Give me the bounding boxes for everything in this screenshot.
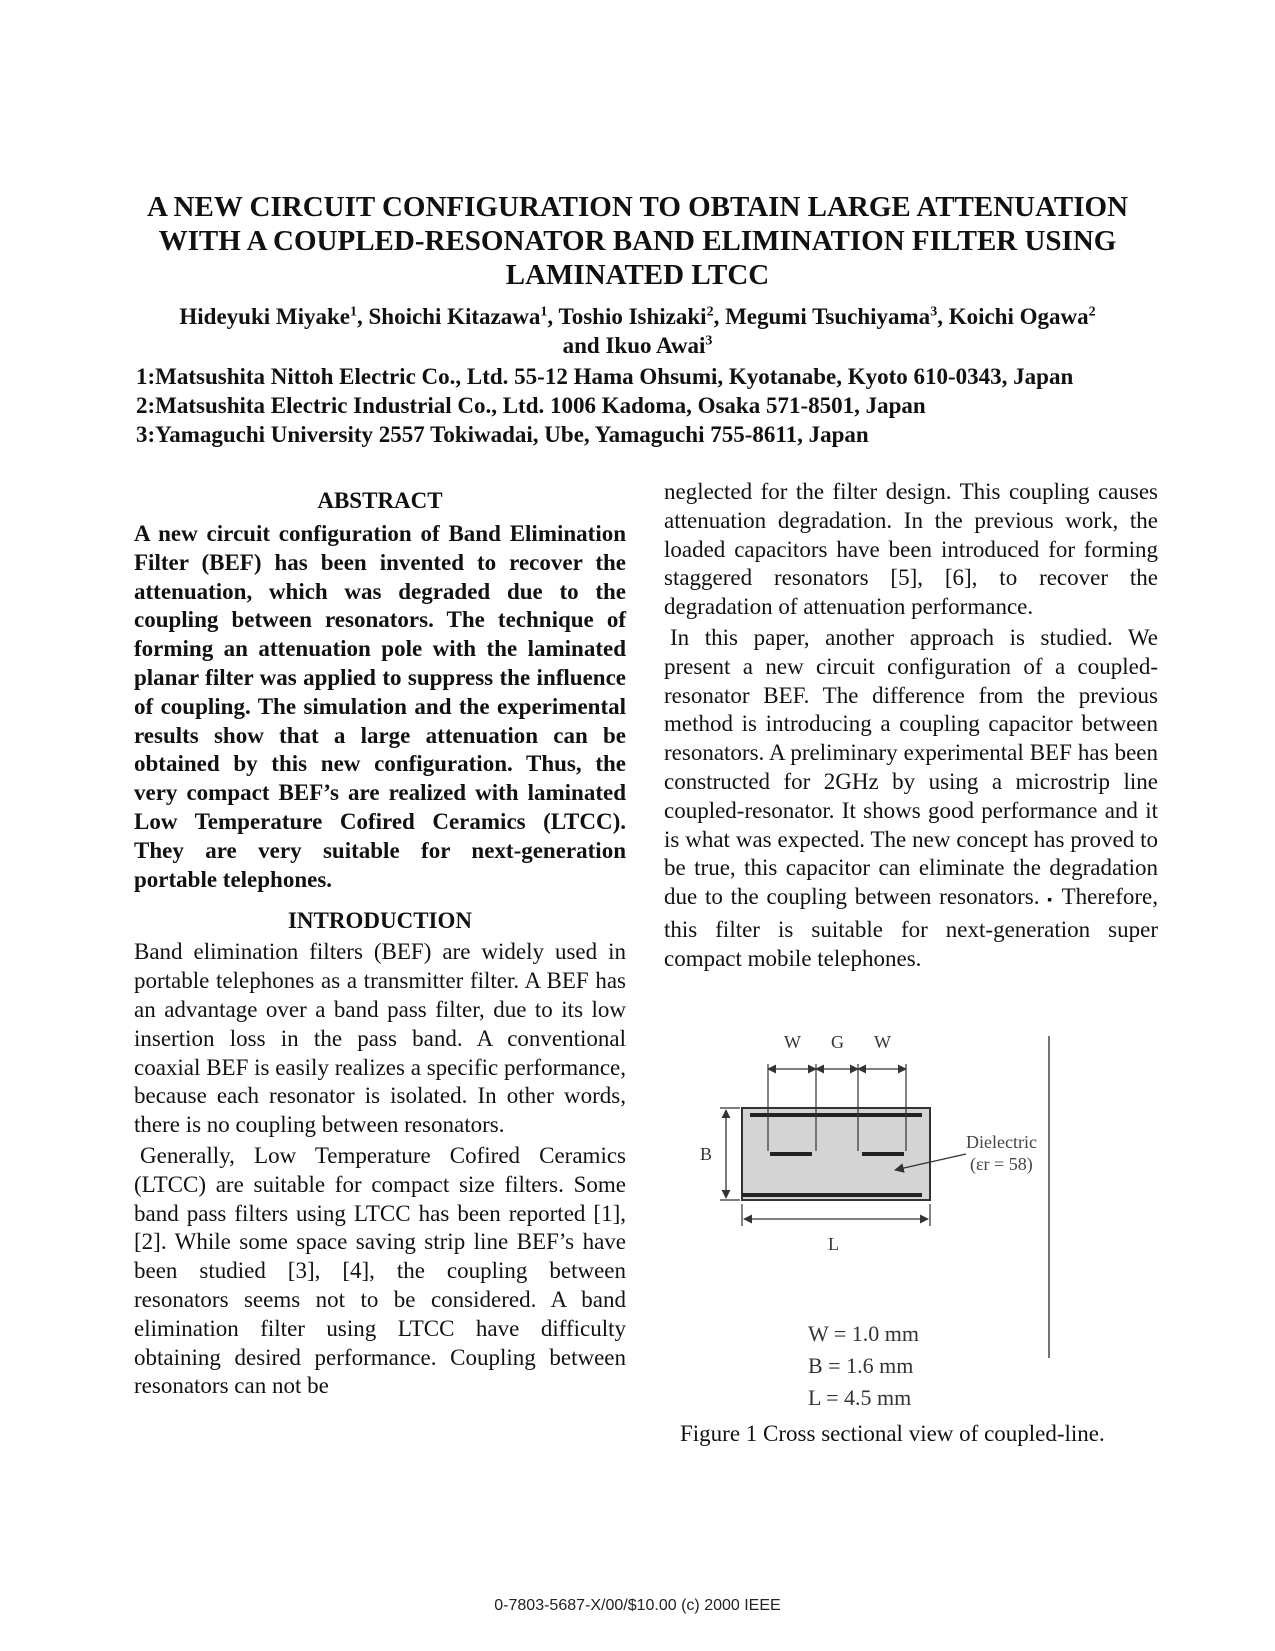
author-affiliation-mark: 3 xyxy=(930,304,938,320)
figure-1 xyxy=(700,1032,1110,1418)
param-l: L = 4.5 mm xyxy=(808,1385,912,1410)
param-w: W = 1.0 mm xyxy=(808,1321,919,1346)
affiliation-2: 2:Matsushita Electric Industrial Co., Ltd. 1006 Kadoma, Osaka 571-8501, Japan xyxy=(136,393,926,418)
author-affiliation-mark: 1 xyxy=(350,304,357,320)
l-label: L xyxy=(828,1234,839,1254)
author-affiliation-mark: 2 xyxy=(1088,304,1096,320)
param-b: B = 1.6 mm xyxy=(808,1353,914,1378)
coupled-line-diagram xyxy=(700,1078,1110,1318)
introduction-paragraph-1: Band elimination filters (BEF) are widely used in portable telephones as a transmitter filter. A BEF has an advantage over a band pass filter, due to its low insertion loss in the pass band. A conventional coaxial BEF is easily realizes a specific performance, because each resonator is isolated. In other words, there is no coupling between resonators. xyxy=(134,939,626,1138)
author-name: Toshio Ishizaki xyxy=(558,304,707,329)
w-label-left: W xyxy=(784,1032,801,1052)
bullet-mark: ▪ xyxy=(1047,893,1055,909)
footer-copyright: 0-7803-5687-X/00/$10.00 (c) 2000 IEEE xyxy=(494,1597,781,1614)
title-line-2: WITH A COUPLED-RESONATOR BAND ELIMINATION FILTER USING xyxy=(158,225,1117,257)
author-line-2 xyxy=(100,331,1175,360)
figure-caption: Figure 1 Cross sectional view of coupled-line. xyxy=(680,1421,1105,1446)
b-label: B xyxy=(700,1144,713,1164)
abstract-heading: ABSTRACT xyxy=(317,488,443,513)
author-affiliation-mark: 3 xyxy=(705,333,713,349)
title-line-1: A NEW CIRCUIT CONFIGURATION TO OBTAIN LARGE ATTENUATION xyxy=(146,191,1129,223)
affiliation-3: 3:Yamaguchi University 2557 Tokiwadai, Ube, Yamaguchi 755-8611, Japan xyxy=(136,422,869,447)
author-name: Shoichi Kitazawa xyxy=(368,304,541,329)
author-affiliation-mark: 1 xyxy=(540,304,548,320)
introduction-paragraph-2: Generally, Low Temperature Cofired Ceramics (LTCC) are suitable for compact size filters. Some band pass filters using LTCC has been reported [1], [2]. While some space saving strip line BEF’s have been studied [3], [4], the coupling between resonators seems not to be considered. A band elimination filter using LTCC have difficulty obtaining desired performance. Coupling between resonators can not be xyxy=(134,1142,626,1399)
abstract-text: A new circuit configuration of Band Elimination Filter (BEF) has been invented to recover the attenuation, which was degraded due to the coupling between resonators. The technique of forming an attenuation pole with the laminated planar filter was applied to suppress the influence of coupling. The simulation and the experimental results show that a large attenuation can be obtained by this new configuration. Thus, the very compact BEF’s are realized with laminated Low Temperature Cofired Ceramics (LTCC). They are very suitable for next-generation portable telephones. xyxy=(134,521,626,892)
author-affiliation-mark: 2 xyxy=(706,304,714,320)
author-name: Hideyuki Miyake xyxy=(179,304,350,329)
author-name: Koichi Ogawa xyxy=(948,304,1089,329)
author-line-1: Hideyuki Miyake$^1$, Shoichi Kitazawa$^1$, Toshio Ishizaki$^2$, Megumi Tsuchiyama$^3$, Koichi Ogawa$^2$ xyxy=(179,304,1096,329)
right-paragraph-2-text: In this paper, another approach is studied. We present a new circuit configuration of a coupled-resonator BEF. The difference from the previous method is introducing a coupling capacitor between resonators. A preliminary experimental BEF has been constructed for 2GHz by using a microstrip line coupled-resonator. It shows good performance and it is what was expected. The new concept has proved to be true, this capacitor can eliminate the degradation due to the coupling between resonators. xyxy=(664,624,1158,910)
dielectric-label: Dielectric xyxy=(966,1132,1037,1152)
introduction-heading: INTRODUCTION xyxy=(287,908,473,934)
w-label-right: W xyxy=(874,1032,891,1052)
affiliation-list xyxy=(136,362,1196,449)
paper-title xyxy=(100,190,1175,292)
g-label: G xyxy=(831,1032,844,1052)
affiliation-1: 1:Matsushita Nittoh Electric Co., Ltd. 55-12 Hama Ohsumi, Kyotanabe, Kyoto 610-0343, Japan xyxy=(136,364,1074,389)
right-paragraph-1: neglected for the filter design. This coupling causes attenuation degradation. In the previous work, the loaded capacitors have been introduced for forming staggered resonators [5], [6], to recover the degradation of attenuation performance. xyxy=(664,479,1158,620)
right-paragraph-2-end: Therefore, this filter is suitable for next-generation super compact mobile telephones. xyxy=(664,884,1159,971)
right-column xyxy=(664,476,1158,974)
dielectric-value: (εr = 58) xyxy=(970,1154,1033,1174)
left-column xyxy=(134,486,626,1401)
right-paragraph-2 xyxy=(664,624,1158,974)
title-line-3: LAMINATED LTCC xyxy=(505,259,770,291)
author-list xyxy=(100,302,1175,360)
figure-parameters xyxy=(808,1318,919,1414)
author-name: Megumi Tsuchiyama xyxy=(725,304,931,329)
authors-joiner: and xyxy=(562,333,600,358)
author-name: Ikuo Awai xyxy=(605,333,706,358)
